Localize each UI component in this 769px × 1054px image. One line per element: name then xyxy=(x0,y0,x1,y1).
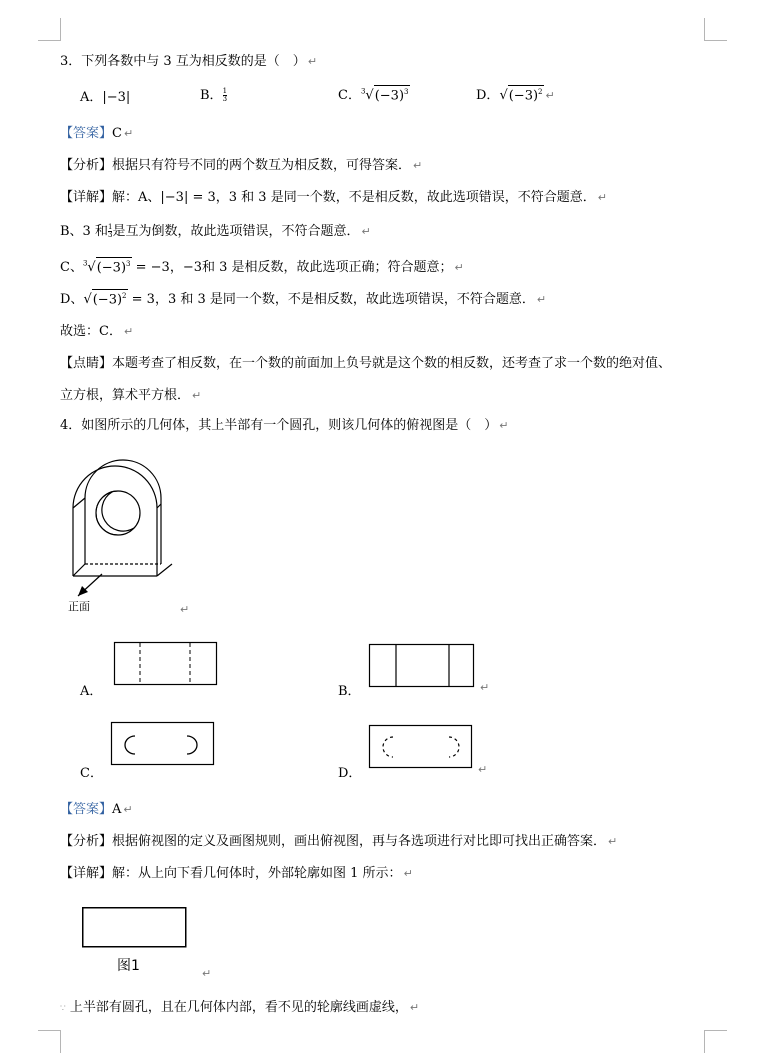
q4-answer: 【答案】A ↵ xyxy=(60,802,133,817)
q3-detail-d: D、$√(-3)^2 = 3$，3 和 3 是同一个数，不是相反数，故此选项错误，不符合题意． ↵ xyxy=(60,288,546,307)
q4-option-d-letter: D． xyxy=(338,766,362,781)
q3-option-b: B． $\frac{1}{3}$ xyxy=(200,87,228,103)
q4-option-b-figure xyxy=(369,644,475,688)
return-mark: ↵ xyxy=(202,967,212,980)
q4-option-d-figure xyxy=(369,725,473,769)
q4-option-a-letter: A． xyxy=(80,684,103,699)
q4-stem: 4．如图所示的几何体，其上半部有一个圆孔，则该几何体的俯视图是（ ） ↵ xyxy=(60,418,509,433)
fraction: $\frac{1}{3}$ xyxy=(222,87,228,103)
solid-figure xyxy=(62,448,182,618)
return-mark: ↵ xyxy=(478,763,488,776)
q4-option-a-figure xyxy=(114,642,218,686)
q3-choose: 故选：C． ↵ xyxy=(60,324,134,339)
q3-option-d: D．$√(-3)^2$ ↵ xyxy=(476,84,555,103)
figure-1-rectangle xyxy=(82,907,188,949)
q3-stem: 3．下列各数中与 3 互为相反数的是（ ） ↵ xyxy=(60,54,318,69)
q3-comment-line1: 【点睛】本题考查了相反数，在一个数的前面加上负号就是这个数的相反数，还考查了求一个数的绝对值、 xyxy=(60,356,672,371)
q4-option-c-figure xyxy=(111,722,215,766)
return-mark: ↵ xyxy=(480,681,490,694)
q4-detail: 【详解】解：从上向下看几何体时，外部轮廓如图 1 所示： ↵ xyxy=(60,866,413,881)
q3-option-a: A．|−3| xyxy=(80,90,131,105)
q3-detail-c: C、$^3√(-3)^3 = -3$，−3和 3 是相反数，故此选项正确；符合题意； ↵ xyxy=(60,256,464,275)
q3-detail-b: B、3 和 $\frac{1}{3}$ 是互为倒数，故此选项错误，不符合题意． ↵ xyxy=(60,223,371,239)
q4-option-b-letter: B． xyxy=(338,684,361,699)
crop-mark-bottom-right xyxy=(704,1030,727,1053)
q4-option-c-letter: C． xyxy=(80,766,103,781)
return-mark: ↵ xyxy=(180,603,190,616)
q4-analysis: 【分析】根据俯视图的定义及画图规则，画出俯视图，再与各选项进行对比即可找出正确答案． ↵ xyxy=(60,834,618,849)
crop-mark-top-right xyxy=(704,18,727,41)
q3-analysis: 【分析】根据只有符号不同的两个数互为相反数，可得答案． ↵ xyxy=(60,158,423,173)
q3-detail-a: 【详解】解：A、|−3| = 3，3 和 3 是同一个数，不是相反数，故此选项错误，不符合题意． ↵ xyxy=(60,190,607,205)
crop-mark-bottom-left xyxy=(38,1030,61,1053)
q4-last-line: ∵ 上半部有圆孔，且在几何体内部，看不见的轮廓线画虚线， ↵ xyxy=(60,1000,420,1015)
crop-mark-top-left xyxy=(38,18,61,41)
front-label: 正面 xyxy=(68,600,90,613)
q3-answer: 【答案】C ↵ xyxy=(60,126,134,141)
figure-1-label: 图1 xyxy=(117,958,140,974)
q3-option-c: C．$^3√(-3)^3$ xyxy=(338,84,410,103)
q3-comment-line2: 立方根，算术平方根． ↵ xyxy=(60,388,202,403)
